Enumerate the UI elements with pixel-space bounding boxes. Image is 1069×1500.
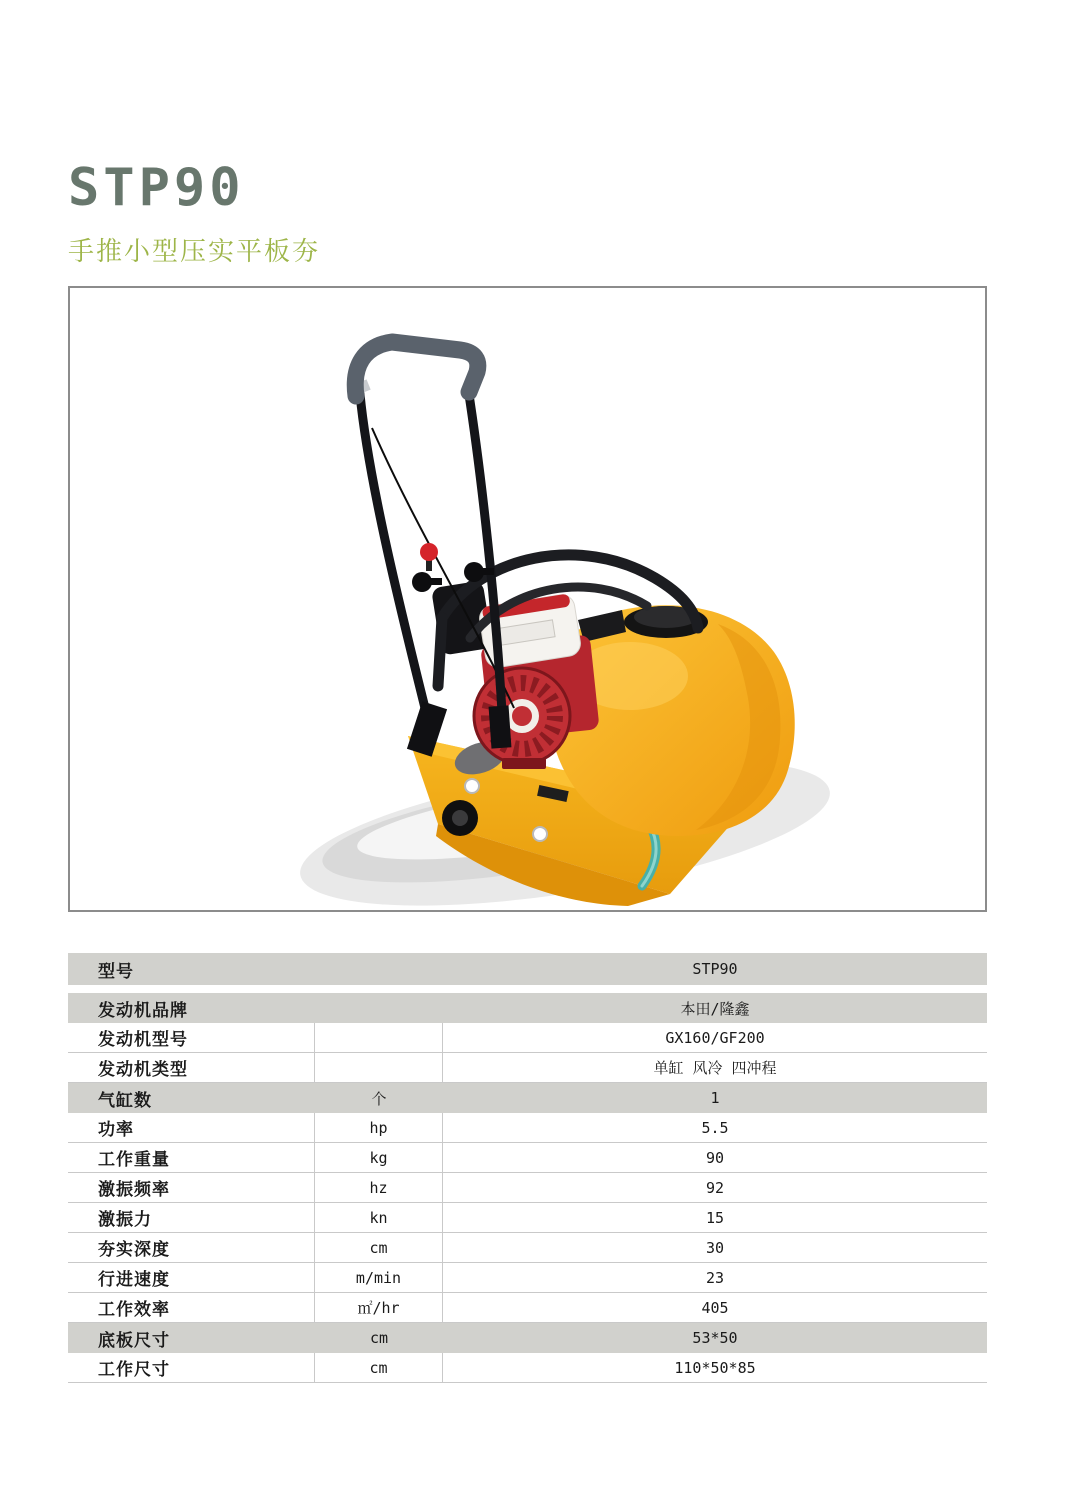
table-row	[68, 1143, 987, 1173]
spec-label: 底板尺寸	[98, 1330, 170, 1350]
page-title: STP90	[68, 158, 245, 218]
table-row	[68, 1263, 987, 1293]
spec-label: 激振频率	[68, 1173, 315, 1202]
spec-value: 单缸 风冷 四冲程	[653, 1059, 777, 1077]
table-row	[68, 1053, 987, 1083]
spec-unit: 个	[371, 1089, 387, 1108]
spec-unit: cm	[315, 1353, 443, 1382]
table-row	[68, 1323, 987, 1353]
spec-label: 行进速度	[68, 1263, 315, 1292]
transport-wheel	[442, 800, 478, 836]
spec-value: 15	[705, 1208, 725, 1227]
spec-value: 1	[710, 1089, 720, 1107]
page-subtitle: 手推小型压实平板夯	[68, 236, 321, 266]
spec-label: 工作效率	[68, 1293, 315, 1322]
spec-value: 405	[701, 1298, 729, 1317]
table-row	[68, 1113, 987, 1143]
spec-unit: hp	[315, 1113, 443, 1142]
spec-label: 工作尺寸	[68, 1353, 315, 1382]
table-row	[68, 1233, 987, 1263]
spec-value: 5.5	[701, 1118, 729, 1137]
spec-unit	[315, 993, 443, 1023]
spec-value: 30	[705, 1238, 725, 1257]
table-row	[68, 993, 987, 1023]
spec-value: STP90	[692, 960, 738, 978]
spec-label: 型号	[98, 961, 134, 981]
spec-label: 夯实深度	[68, 1233, 315, 1262]
spec-value: GX160/GF200	[665, 1028, 765, 1047]
spec-unit: ㎡/hr	[315, 1293, 443, 1322]
spec-value: 110*50*85	[674, 1358, 756, 1377]
spec-unit: hz	[315, 1173, 443, 1202]
spec-label: 工作重量	[68, 1143, 315, 1172]
table-row	[68, 1203, 987, 1233]
spec-unit: m/min	[315, 1263, 443, 1292]
spec-value: 本田/隆鑫	[680, 999, 750, 1018]
plate-compactor-illustration	[70, 288, 985, 910]
spec-label: 发动机品牌	[98, 1000, 188, 1020]
spec-value: 90	[705, 1148, 725, 1167]
table-row	[68, 1353, 987, 1383]
product-image-frame	[68, 286, 987, 912]
spec-label: 发动机型号	[68, 1023, 315, 1052]
spec-value: 23	[705, 1268, 725, 1287]
table-row	[68, 1293, 987, 1323]
spec-unit: cm	[369, 1329, 389, 1347]
spec-unit	[315, 1023, 443, 1052]
spec-unit	[315, 1053, 443, 1082]
spec-value: 92	[705, 1178, 725, 1197]
table-row	[68, 1083, 987, 1113]
table-row	[68, 1023, 987, 1053]
spec-unit: kg	[315, 1143, 443, 1172]
spec-unit	[315, 953, 443, 985]
spec-unit: cm	[315, 1233, 443, 1262]
table-row	[68, 953, 987, 985]
table-row	[68, 1173, 987, 1203]
spec-table	[68, 953, 987, 1383]
spec-label: 发动机类型	[68, 1053, 315, 1082]
spec-label: 气缸数	[98, 1090, 152, 1110]
spec-value: 53*50	[692, 1329, 738, 1347]
spec-label: 功率	[68, 1113, 315, 1142]
spec-unit: kn	[315, 1203, 443, 1232]
spec-label: 激振力	[68, 1203, 315, 1232]
